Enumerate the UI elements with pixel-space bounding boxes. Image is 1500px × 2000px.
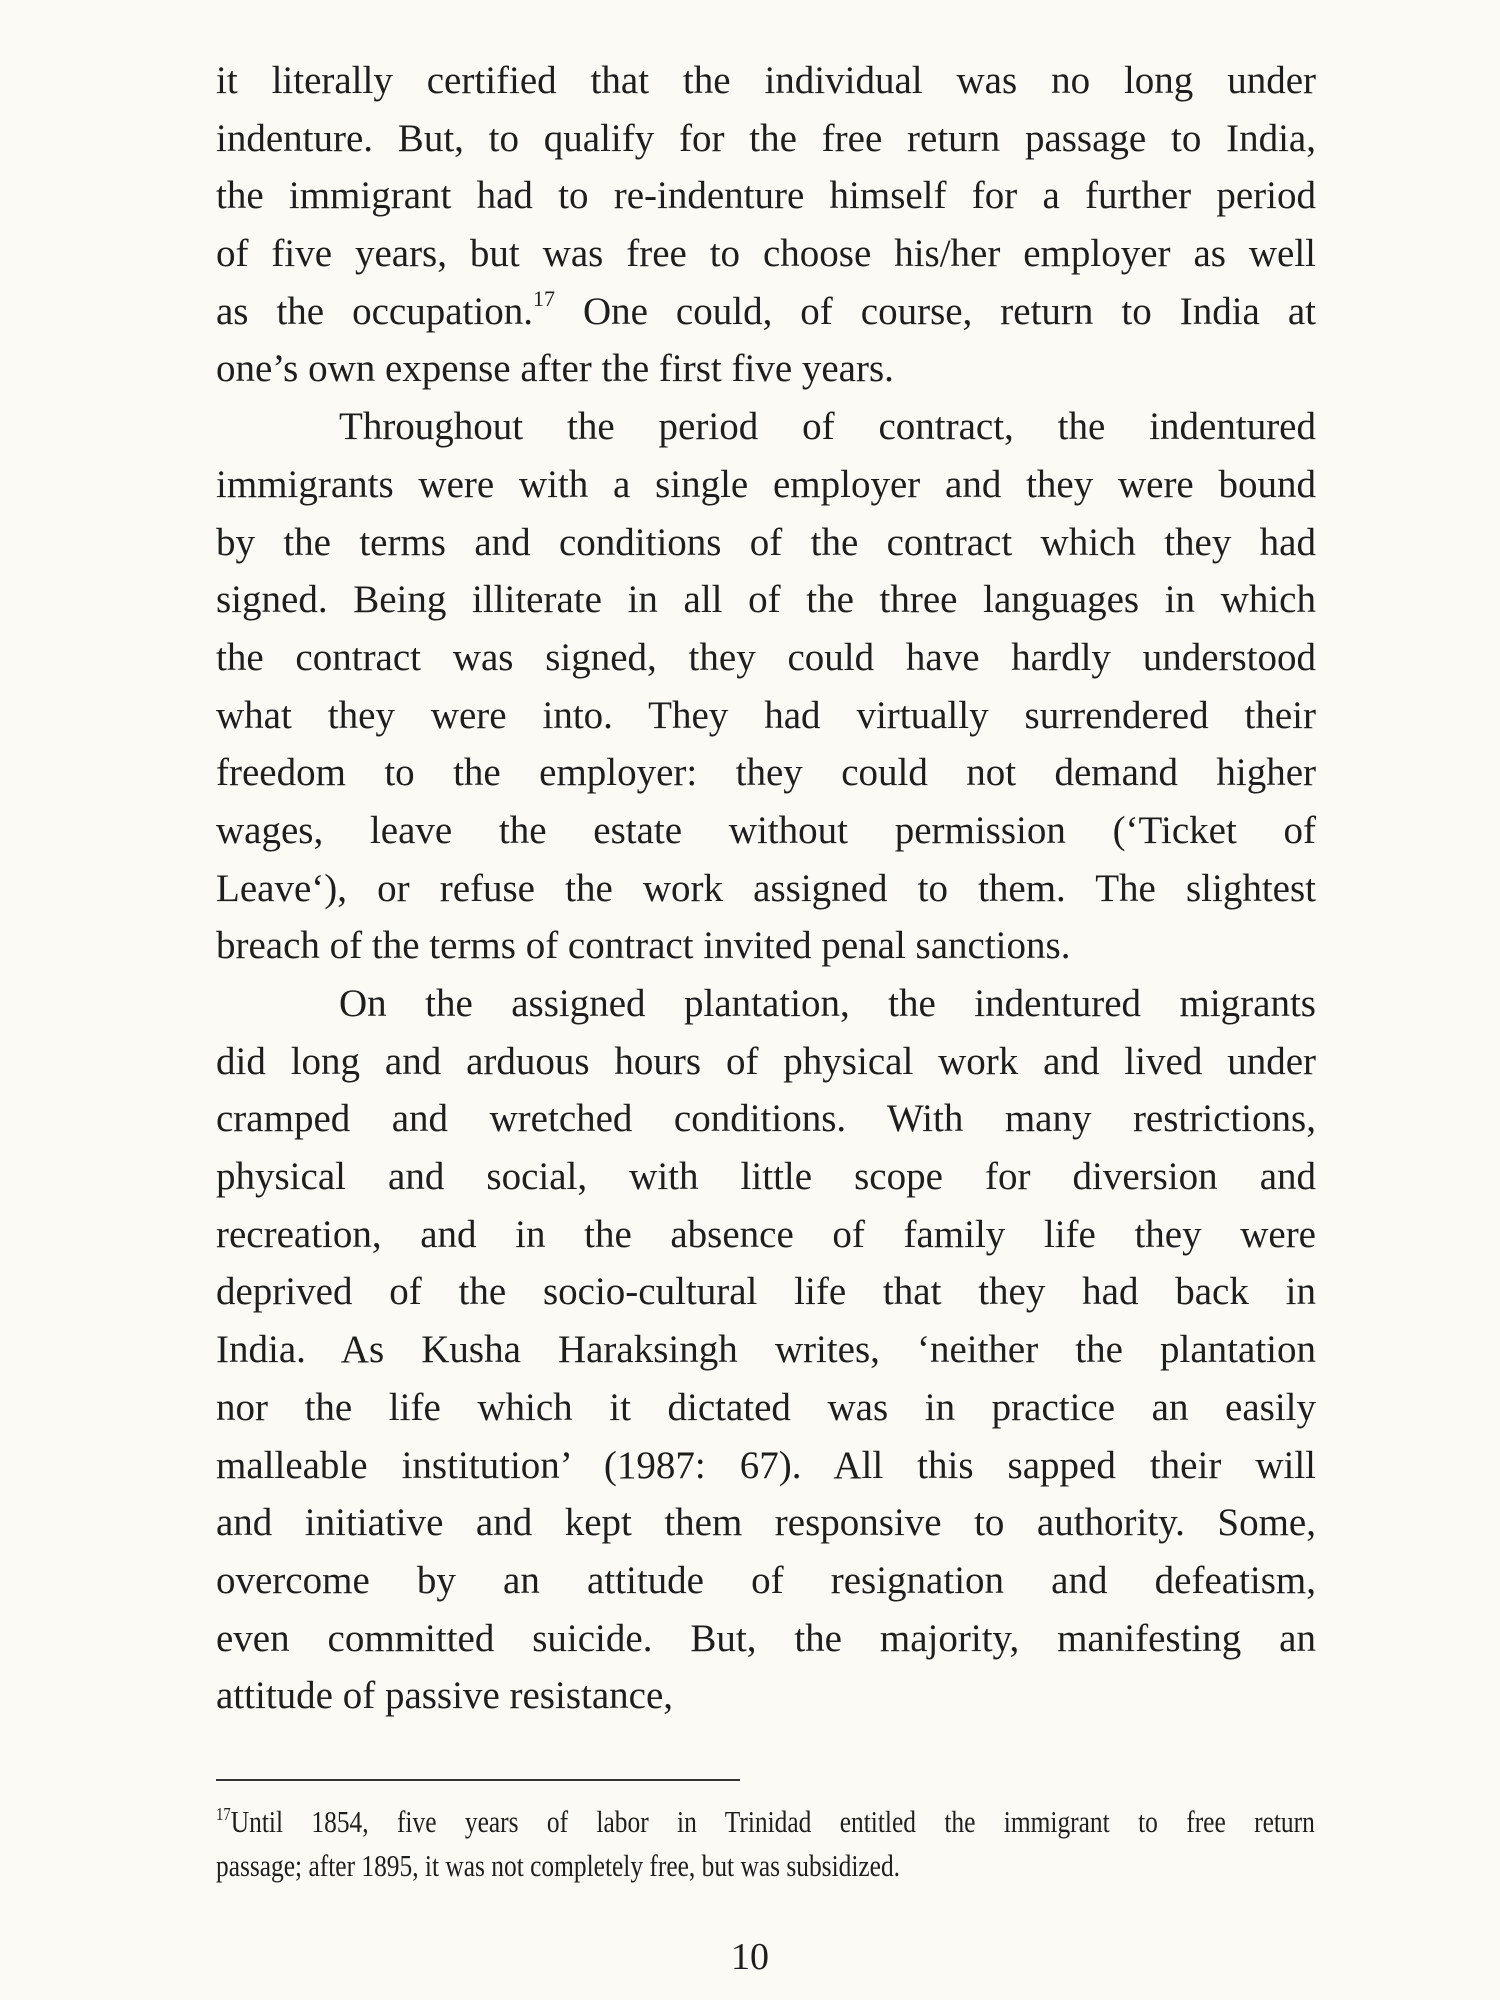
- line-text: did long and arduous hours of physical work and lived under: [216, 1039, 1316, 1083]
- text-line: [216, 514, 1316, 572]
- text-line: [216, 744, 1316, 802]
- body-text: [216, 52, 1316, 1725]
- text-line: [216, 629, 1316, 687]
- text-line: [216, 1667, 1316, 1725]
- line-text: cramped and wretched conditions. With many restrictions,: [216, 1097, 1316, 1141]
- line-text: signed. Being illiterate in all of the three languages in which: [216, 578, 1316, 622]
- text-line: [216, 917, 1316, 975]
- footnote-divider: [216, 1779, 740, 1781]
- text-line: [216, 975, 1316, 1033]
- line-text: breach of the terms of contract invited penal sanctions.: [216, 924, 1071, 968]
- text-line: [216, 1206, 1316, 1264]
- footnote-text: passage; after 1895, it was not completely free, but was subsidized.: [216, 1848, 901, 1883]
- page-number: 10: [731, 1936, 769, 1978]
- line-text: by the terms and conditions of the contract which they had: [216, 520, 1316, 564]
- text-line: [216, 1263, 1316, 1321]
- text-line: [216, 110, 1316, 168]
- footnote: [216, 1800, 1315, 1888]
- text-line: [216, 571, 1316, 629]
- text-line: [216, 398, 1316, 456]
- text-line: [216, 1379, 1316, 1437]
- line-text: the contract was signed, they could have hardly understood: [216, 635, 1316, 679]
- line-text: Throughout the period of contract, the indentured: [339, 405, 1316, 449]
- footnote-line: [216, 1800, 1315, 1844]
- text-line: [216, 860, 1316, 918]
- text-line: [216, 1552, 1316, 1610]
- line-text: Leave‘), or refuse the work assigned to them. The slightest: [216, 866, 1316, 910]
- line-text: freedom to the employer: they could not demand higher: [216, 751, 1316, 795]
- line-text: and initiative and kept them responsive to authority. Some,: [216, 1501, 1316, 1545]
- text-line: [216, 1494, 1316, 1552]
- line-text: overcome by an attitude of resignation and defeatism,: [216, 1558, 1316, 1602]
- line-text: indenture. But, to qualify for the free return passage to India,: [216, 116, 1316, 160]
- text-line: [216, 1610, 1316, 1668]
- footnote-marker: 17: [216, 1804, 231, 1824]
- text-line: [216, 1148, 1316, 1206]
- text-line: [216, 456, 1316, 514]
- line-text: attitude of passive resistance,: [216, 1674, 674, 1718]
- line-text: recreation, and in the absence of family life they were: [216, 1212, 1316, 1256]
- text-line: [216, 1090, 1316, 1148]
- line-text: one’s own expense after the first five years.: [216, 347, 894, 391]
- footnote-reference: 17: [532, 285, 555, 311]
- line-text: immigrants were with a single employer and they were bound: [216, 462, 1316, 506]
- footnote-text: Until 1854, five years of labor in Trinidad entitled the immigrant to free return: [230, 1804, 1315, 1839]
- line-text: wages, leave the estate without permission (‘Ticket of: [216, 808, 1316, 852]
- line-text: even committed suicide. But, the majority, manifesting an: [216, 1616, 1316, 1660]
- text-line: [216, 687, 1316, 745]
- line-text: India. As Kusha Haraksingh writes, ‘neither the plantation: [216, 1328, 1316, 1372]
- text-line: [216, 167, 1316, 225]
- line-text: nor the life which it dictated was in practice an easily: [216, 1385, 1316, 1429]
- text-line: [216, 802, 1316, 860]
- line-text: what they were into. They had virtually surrendered their: [216, 693, 1316, 737]
- line-text: One could, of course, return to India at: [554, 289, 1316, 333]
- line-text: physical and social, with little scope for diversion and: [216, 1155, 1316, 1199]
- line-text: as the occupation.: [216, 289, 533, 333]
- text-line: [216, 1321, 1316, 1379]
- line-text: On the assigned plantation, the indentured migrants: [339, 982, 1316, 1025]
- text-line: [216, 1033, 1316, 1091]
- text-line: [216, 283, 1316, 341]
- footnote-line: [216, 1844, 1315, 1888]
- text-line: [216, 225, 1316, 283]
- line-text: deprived of the socio-cultural life that they had back in: [216, 1270, 1316, 1314]
- text-line: [216, 52, 1316, 110]
- text-line: [216, 1437, 1316, 1495]
- line-text: the immigrant had to re-indenture himself for a further period: [216, 174, 1316, 218]
- line-text: it literally certified that the individual was no long under: [216, 59, 1316, 102]
- line-text: of five years, but was free to choose his/her employer as well: [216, 232, 1316, 276]
- line-text: malleable institution’ (1987: 67). All this sapped their will: [216, 1443, 1316, 1487]
- text-line: [216, 340, 1316, 398]
